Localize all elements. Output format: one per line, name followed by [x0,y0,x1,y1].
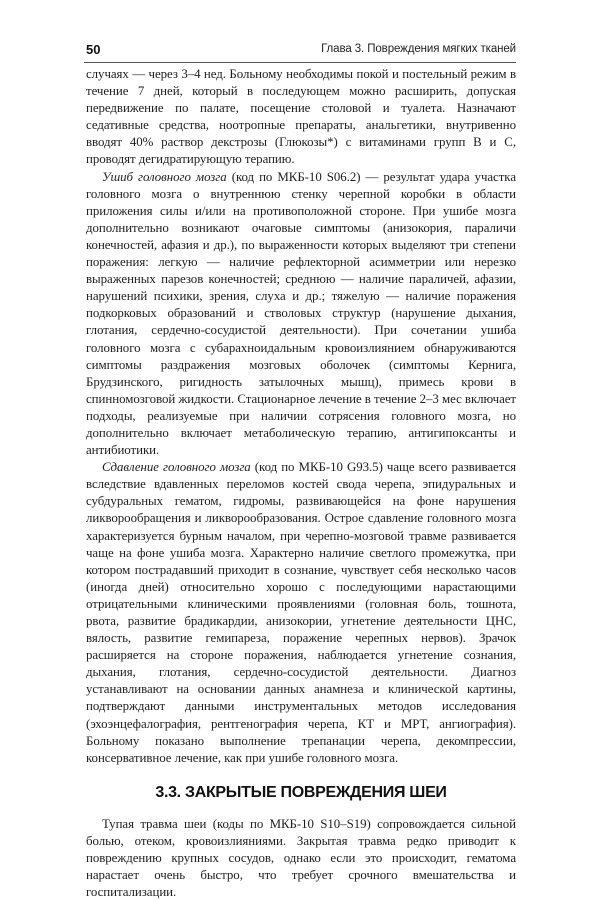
term-brain-compression: Сдавление головного мозга [102,460,251,475]
header-rule [84,62,516,63]
paragraph-continuation: случаях — через 3–4 нед. Больному необходимы покой и постельный режим в течение 7 дней, который в последующем можно расширить, допуская передвижение по палате, посещение столовой и туалета. Назначают седативные средства, ноотропные препараты, анальгетики, внутривенно вводят 40% раствор декстрозы (Глюкозы*) с витаминами групп B и C, проводят дегидратирующую терапию. [86,67,516,167]
term-brain-contusion: Ушиб головного мозга [102,169,227,184]
paragraph-brain-compression [86,459,516,767]
page-number: 50 [86,42,101,57]
section-heading: 3.3. ЗАКРЫТЫЕ ПОВРЕЖДЕНИЯ ШЕИ [155,783,447,801]
paragraph-blunt-neck-trauma: Тупая травма шеи (коды по МКБ-10 S10–S19) сопровождается сильной болью, отеком, кровоизлияниями. Закрытая травма редко приводит к повреждению крупных сосудов, однако если это происходит, гематома нарастает очень быстро, что требует срочного вмешательства и госпитализации. [86,816,516,900]
page-body [86,66,516,901]
running-head: Глава 3. Повреждения мягких тканей [321,43,516,55]
paragraph-brain-contusion-text: (код по МКБ-10 S06.2) — результат удара участка головного мозга о внутреннюю стенку черепной коробки в области приложения силы и/или на противоположной стороне. При ушибе мозга дополнительно возникают очаговые симптомы (анизокория, параличи конечностей, афазия и др.), по выраженности которых выделяют три степени поражения: легкую — наличие рефлекторной асимметрии или нерезко выраженных парезов конечностей; среднюю — наличие параличей, афазии, нарушений психики, зрения, слуха и др.; тяжелую — наличие поражения подкорковых образований и стволовых структур (нарушение дыхания, глотания, сердечно-сосудистой деятельности). При сочетании ушиба головного мозга с субарахноидальным кровоизлиянием обнаруживаются симптомы раздражения мозговых оболочек (симптомы Кернига, Брудзинского, ригидность затылочных мышц), примесь крови в спинномозговой жидкости. Стационарное лечение в течение 2–3 мес включает подходы, реализуемые при наличии сотрясения головного мозга, но дополнительно включает метаболическую терапию, антигипоксанты и антибиотики. [86,169,516,458]
paragraph-brain-compression-text: (код по МКБ-10 G93.5) чаще всего развивается вследствие вдавленных переломов костей свода черепа, эпидуральных и субдуральных гематом, гидромы, развивающейся на фоне нарушения ликворообращения и ликворообразования. Острое сдавление головного мозга характеризуется бурным началом, при черепно-мозговой травме развивается чаще на фоне ушиба мозга. Характерно наличие светлого промежутка, при котором пострадавший приходит в сознание, чувствует себя несколько часов (иногда дней) относительно хорошо с последующими нарастающими отрицательными клиническими проявлениями (головная боль, тошнота, рвота, развитие брадикардии, анизокории, угнетение деятельности ЦНС, вялость, развитие гемипареза, поражение черепных нервов). Зрачок расширяется на стороне поражения, наблюдается угнетение сознания, дыхания, глотания, сердечно-сосудистой деятельности. Диагноз устанавливают на основании данных анамнеза и клинической картины, подтверждают данными инструментальных методов исследования (эхоэнцефалография, рентгенография черепа, КТ и МРТ, ангиография). Больному показано выполнение трепанации черепа, декомпрессии, консервативное лечение, как при ушибе головного мозга. [86,460,516,765]
paragraph-brain-contusion [86,169,516,460]
